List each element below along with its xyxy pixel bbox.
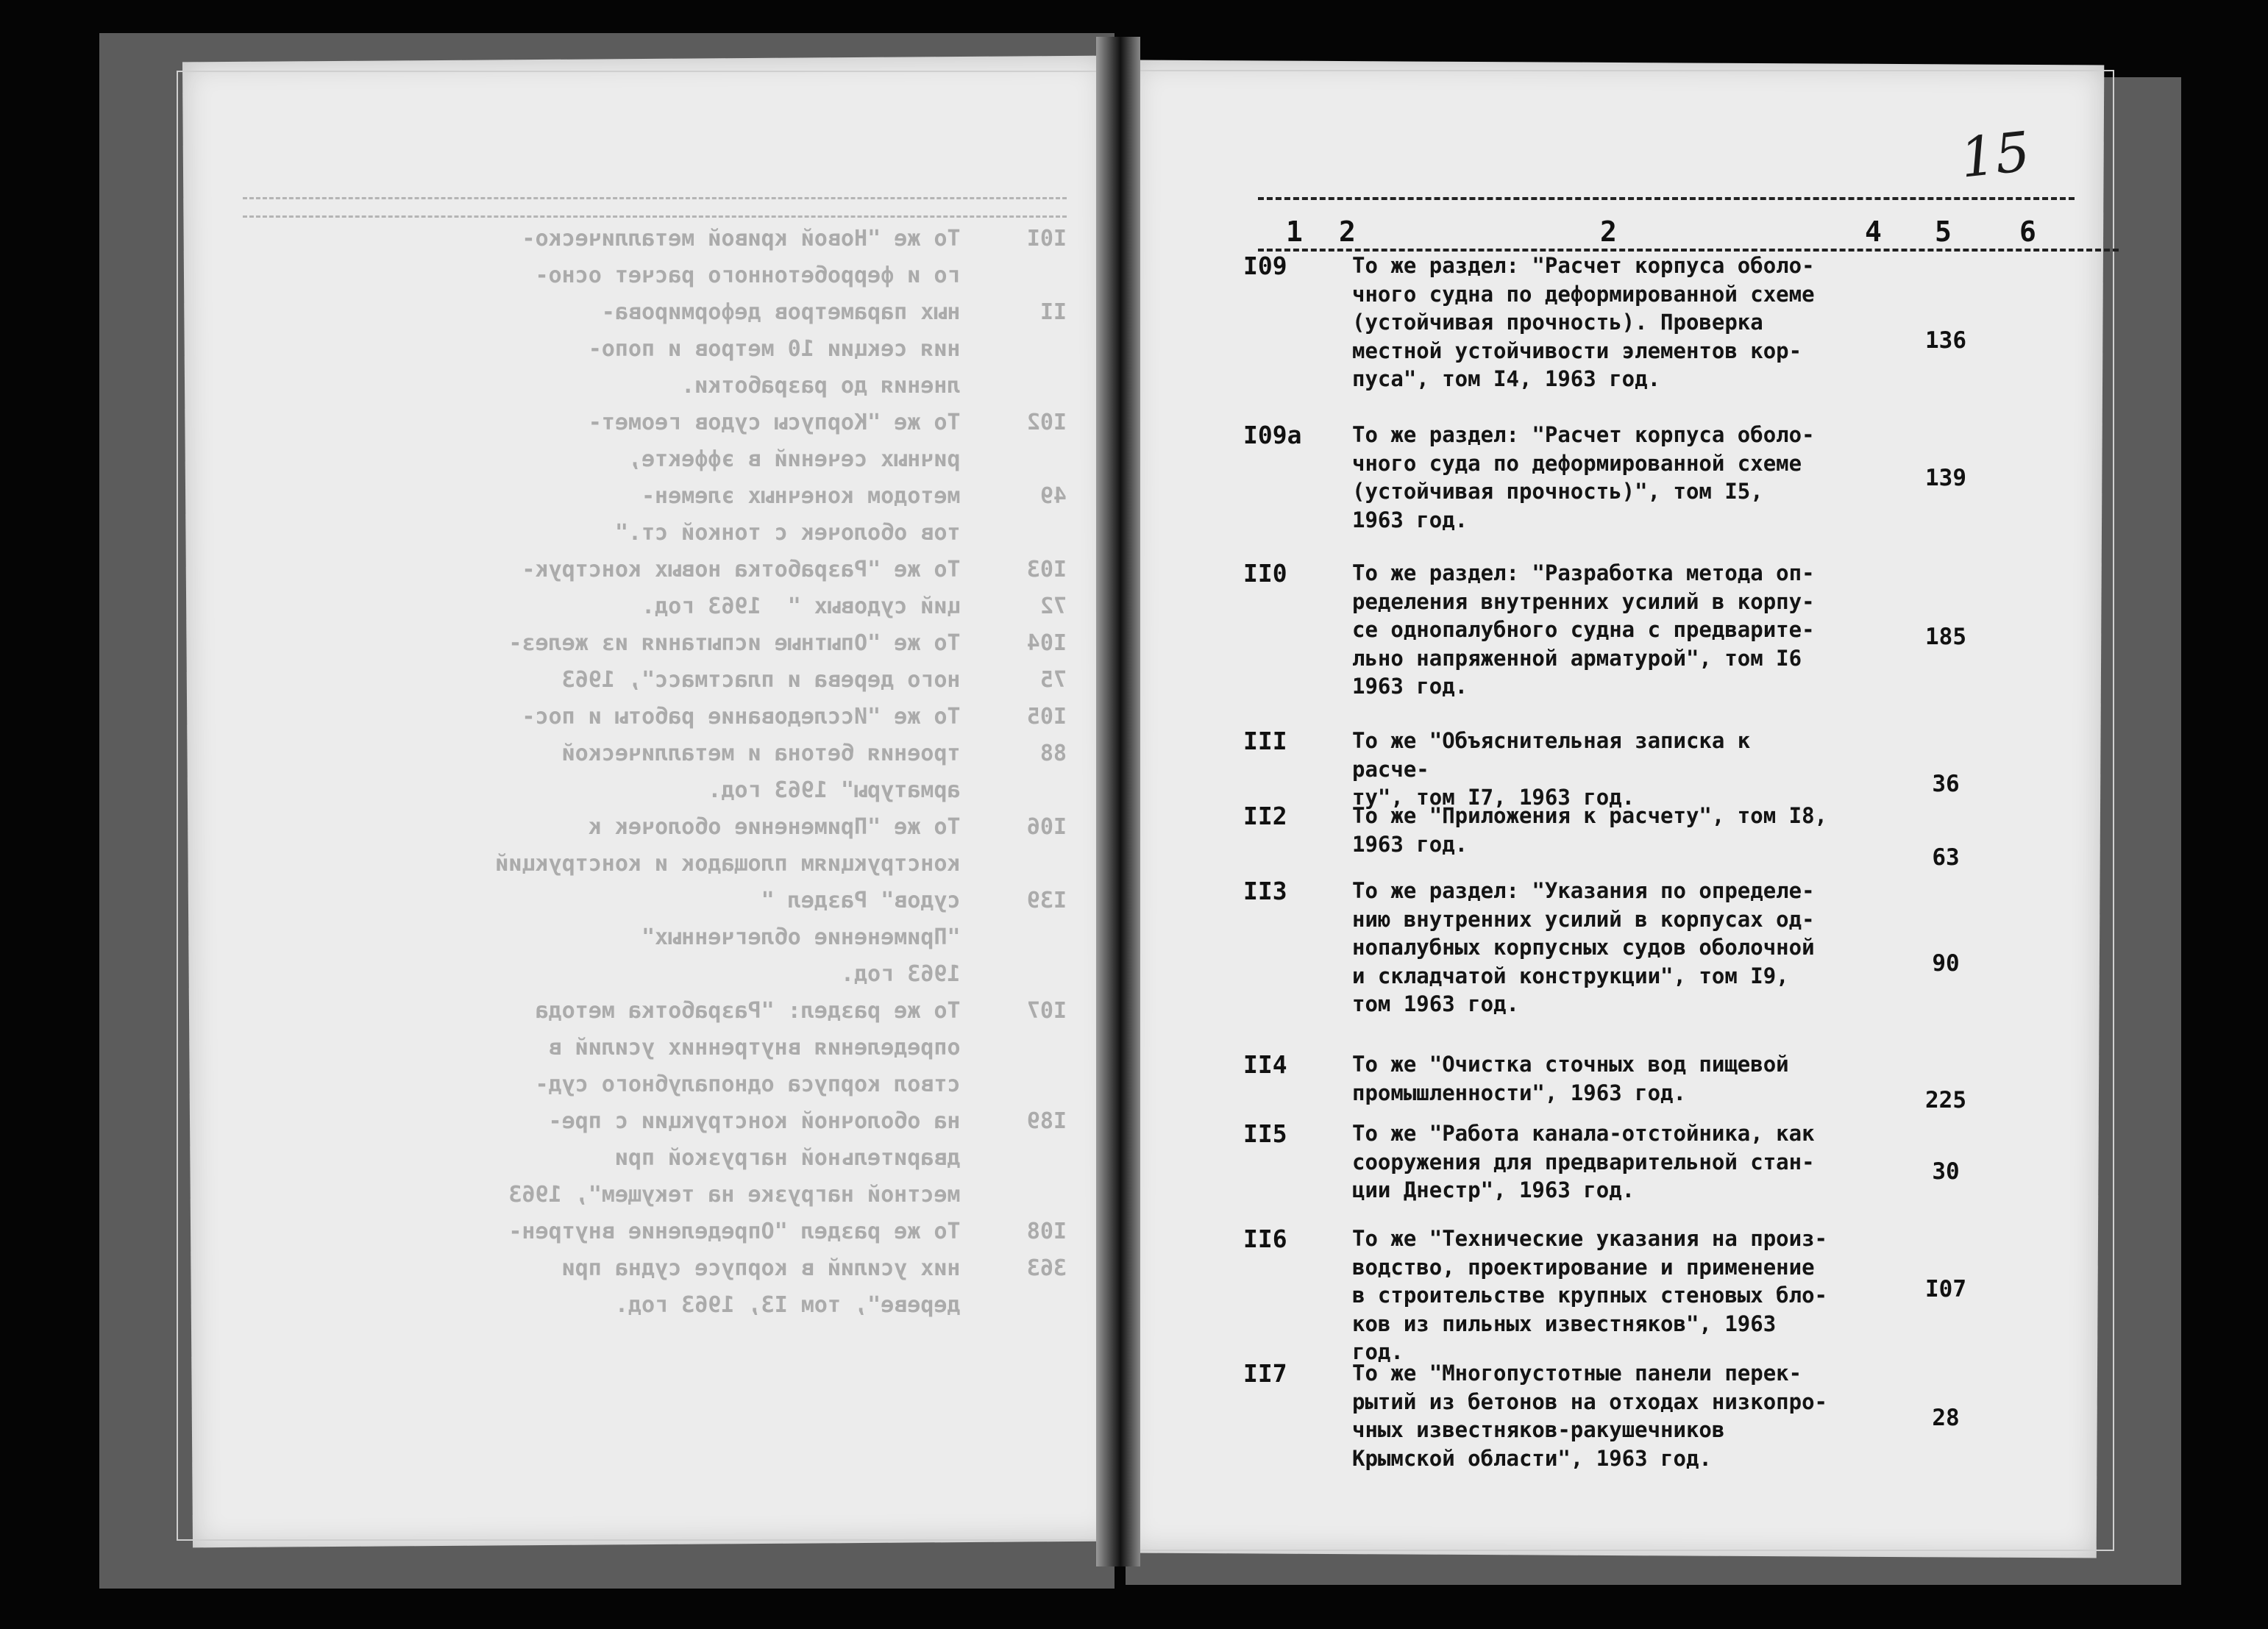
row-description: То же "Приложения к расчету", том I8, 1963 год. bbox=[1352, 803, 1828, 857]
row-description: То же "Объяснительная записка к расче- ту", том I7, 1963 год. bbox=[1352, 728, 1751, 810]
header-col-2: 2 bbox=[1339, 215, 1356, 248]
row-description: То же "Технические указания на произ- водство, проектирование и применение в строительстве крупных стеновых бло- ков из пильных известняков", 1963 год. bbox=[1352, 1226, 1828, 1364]
left-page-bleed-through: I0I То же "Новой кривой металлическо- го и ферробетонного расчет осно- II ных параметров деформирова- ния секции 10 метров и попо- лнения до разработки. I02 То же "Корпусы судов геомет- ричных сечений в эффекте, 49 методом конечных элемен- тов оболочек с тонкой ст." I03 То же "Разработка новых конструк- 72 ций судовых " 1963 год. I04 То же "Опытные испытания из желез- 75 ного дерева и пластмасс", 1963 I05 То же "Исследование работы и пос- 88 троения бетона и металлической арматуры" 1963 год. I06 То же "Применение оболочек к конструкциям площадок и конструкций I39 судов" Раздел " "Применение облегченных" 1963 год. I07 То же раздел: "Разработка метода определения внутренних усилий в ствол корпуса однопалубного суд- I89 на оболочной конструкции с пре- дварительной нагрузкой при местной нагрузке на текущем", 1963 I08 То же раздел "Определение внутрен- 363 них усилий в корпусе судна при дереве", том I3, 1963 год. bbox=[495, 226, 1067, 1318]
row-pages: 30 bbox=[1932, 1158, 1960, 1185]
row-description: То же раздел: "Расчет корпуса оболо- чного судна по деформированной схеме (устойчивая прочность). Проверка местной устойчивости элементов кор- пуса", том I4, 1963 год. bbox=[1352, 253, 1815, 391]
header-col-4: 4 bbox=[1865, 215, 1882, 248]
header-col-3: 2 bbox=[1600, 215, 1617, 248]
page-number: 15 bbox=[1957, 120, 2033, 190]
header-col-5: 5 bbox=[1935, 215, 1952, 248]
row-pages: 136 bbox=[1925, 327, 1966, 354]
row-pages: 36 bbox=[1932, 771, 1960, 797]
row-number: II4 bbox=[1243, 1050, 1287, 1079]
row-pages: 225 bbox=[1925, 1087, 1966, 1113]
book-spine bbox=[1096, 37, 1140, 1566]
row-pages: 63 bbox=[1932, 844, 1960, 871]
row-number: III bbox=[1243, 727, 1287, 755]
row-description: То же "Работа канала-отстойника, как сооружения для предварительной стан- ции Днестр", 1963 год. bbox=[1352, 1121, 1815, 1202]
row-number: I09а bbox=[1243, 421, 1302, 449]
row-number: II7 bbox=[1243, 1359, 1287, 1388]
header-col-1: 1 bbox=[1286, 215, 1303, 248]
header-top-line bbox=[1258, 197, 2075, 200]
row-number: II0 bbox=[1243, 559, 1287, 588]
row-description: То же "Очистка сточных вод пищевой промышленности", 1963 год. bbox=[1352, 1052, 1789, 1105]
row-description: То же "Многопустотные панели перек- рытий из бетонов на отходах низкопро- чных известняков-ракушечников Крымской области", 1963 год. bbox=[1352, 1361, 1828, 1471]
header-col-6: 6 bbox=[2019, 215, 2036, 248]
row-number: II2 bbox=[1243, 802, 1287, 830]
row-description: То же раздел: "Разработка метода оп- ределения внутренних усилий в корпу- се однопалубного судна с предварите- льно напряженной арматурой", том I6 1963 год. bbox=[1352, 560, 1815, 699]
row-pages: 90 bbox=[1932, 950, 1960, 977]
row-number: II3 bbox=[1243, 877, 1287, 905]
row-description: То же раздел: "Указания по определе- нию внутренних усилий в корпусах од- нопалубных корпусных судов оболочной и складчатой конструкции", том I9, том 1963 год. bbox=[1352, 878, 1815, 1016]
row-number: II6 bbox=[1243, 1225, 1287, 1253]
row-number: II5 bbox=[1243, 1119, 1287, 1148]
row-pages: I07 bbox=[1925, 1276, 1966, 1302]
row-pages: 28 bbox=[1932, 1405, 1960, 1431]
row-description: То же раздел: "Расчет корпуса оболо- чного суда по деформированной схеме (устойчивая прочность)", том I5, 1963 год. bbox=[1352, 422, 1815, 532]
row-pages: 185 bbox=[1925, 624, 1966, 650]
row-number: I09 bbox=[1243, 252, 1287, 280]
row-pages: 139 bbox=[1925, 465, 1966, 491]
